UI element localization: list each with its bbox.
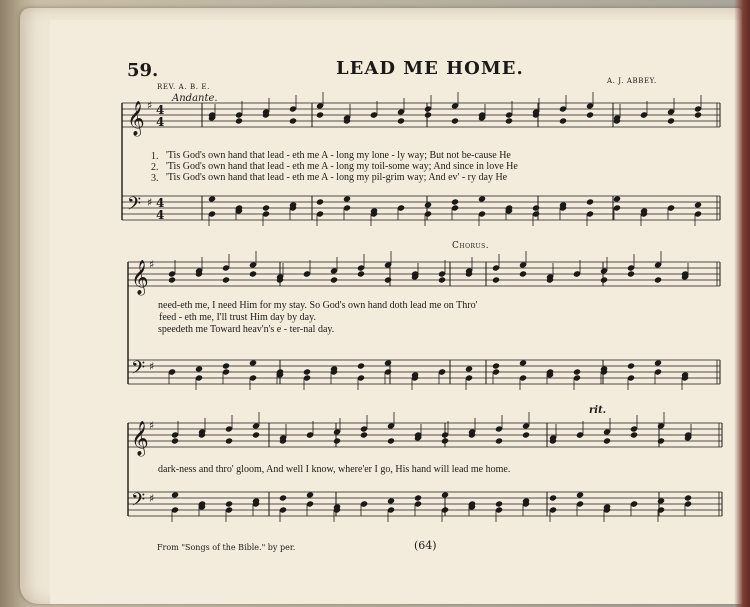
system3-bass-note (576, 491, 584, 498)
system2-bass-note (492, 362, 500, 369)
system2-bass-clef: 𝄢 (131, 358, 146, 383)
hymn-title: LEAD ME HOME. (336, 58, 524, 79)
system2-bass-note (222, 362, 230, 369)
system2-treble-note (357, 270, 365, 277)
system2-treble-note (654, 276, 662, 283)
lyric-line-system2-1: need-eth me, I need Him for my stay. So God's own hand doth lead me on Thro' (158, 300, 478, 311)
system3-treble-note (522, 431, 530, 438)
system1-treble-time-top: 4 (156, 103, 165, 117)
system2-treble-note (519, 270, 527, 277)
lyric-line-system2-3: speedeth me Toward heav'n's e - ter-nal day. (158, 324, 335, 335)
system2-bass-note (654, 359, 662, 366)
system2-treble-note (330, 276, 338, 283)
system3-bass-note (171, 491, 179, 498)
system2-bass-note (195, 365, 203, 372)
system1-bass-note (532, 204, 540, 211)
system2-bass-note (573, 368, 581, 375)
author-credit: REV. A. B. E. (157, 83, 210, 91)
system1-treble-note (424, 111, 432, 118)
system2-bass-note (303, 368, 311, 375)
system3-treble-note (441, 437, 449, 444)
system3-treble-note (360, 431, 368, 438)
system2-treble-clef: 𝄞 (131, 260, 149, 295)
composer-credit: A. J. ABBEY. (607, 77, 657, 85)
system2-treble-note (168, 276, 176, 283)
system1-bass-note (451, 198, 459, 205)
tempo-marking: Andante. (172, 93, 218, 104)
ritardando-marking: rit. (589, 405, 607, 416)
system3-bass-key: ♯ (149, 492, 155, 505)
system3-treble-note (630, 431, 638, 438)
system3-treble-note (603, 437, 611, 444)
system1-bass-time-top: 4 (156, 196, 165, 210)
system3-bass-note (387, 497, 395, 504)
system3-treble-clef: 𝄞 (131, 421, 149, 456)
system3-bass-note (684, 494, 692, 501)
system3-treble-note (495, 437, 503, 444)
system1-bass-key: ♯ (147, 196, 153, 209)
system1-bass-note (586, 198, 594, 205)
system2-bass-note (384, 359, 392, 366)
system1-treble-note (235, 117, 243, 124)
system1-treble-note (397, 117, 405, 124)
system1-treble-note (316, 111, 324, 118)
system3-bass-clef: 𝄢 (131, 490, 146, 515)
lyric-line-system3: dark-ness and thro' gloom, And well I know, where'er I go, His hand will lead me home. (158, 464, 511, 475)
system3-treble-note (252, 431, 260, 438)
system2-bass-note (519, 359, 527, 366)
page-number: (64) (414, 539, 437, 552)
chorus-label: Chorus. (452, 241, 490, 251)
system2-bass-note (249, 359, 257, 366)
system1-treble-note (505, 117, 513, 124)
system2-bass-note (627, 362, 635, 369)
system1-bass-note (262, 204, 270, 211)
system1-bass-note (316, 198, 324, 205)
lyric-line-verse-1: 'Tis God's own hand that lead - eth me A - long my lone - ly way; But not be-cause He (166, 150, 511, 161)
system1-bass-note (613, 195, 621, 202)
system3-bass-note (657, 497, 665, 504)
lyric-line-verse-2: 'Tis God's own hand that lead - eth me A - long my toil-some way; And since in love He (166, 161, 518, 172)
system3-bass-note (495, 500, 503, 507)
system2-bass-key: ♯ (149, 360, 155, 373)
system3-treble-key: ♯ (149, 419, 155, 432)
lyric-line-system2-2: feed - eth me, I'll trust Him day by day. (159, 312, 316, 323)
system3-bass-note (441, 491, 449, 498)
system1-bass-note (208, 195, 216, 202)
system3-treble-note (225, 437, 233, 444)
verse-number-2: 2. (151, 162, 159, 173)
system2-treble-note (222, 276, 230, 283)
system2-treble-note (627, 270, 635, 277)
system1-treble-note (667, 117, 675, 124)
system2-bass-note (465, 365, 473, 372)
system1-treble-note (451, 117, 459, 124)
lyric-line-verse-3: 'Tis God's own hand that lead - eth me A - long my pil-grim way; And ev' - ry day He (166, 172, 508, 183)
system3-bass-note (414, 494, 422, 501)
system1-treble-clef: 𝄞 (127, 101, 145, 136)
system3-treble-note (171, 437, 179, 444)
system1-treble-note (694, 111, 702, 118)
system1-bass-time-bottom: 4 (156, 208, 165, 222)
system3-bass-note (549, 494, 557, 501)
system1-treble-note (559, 117, 567, 124)
system1-bass-note (694, 201, 702, 208)
system1-treble-note (289, 117, 297, 124)
system2-treble-key: ♯ (149, 258, 155, 271)
system3-bass-note (279, 494, 287, 501)
system3-bass-note (306, 491, 314, 498)
hymn-number: 59. (127, 60, 159, 81)
system3-treble-note (333, 437, 341, 444)
system1-treble-time-bottom: 4 (156, 115, 165, 129)
system1-treble-note (586, 111, 594, 118)
system1-bass-clef: 𝄢 (127, 194, 142, 219)
system2-treble-note (438, 276, 446, 283)
system1-bass-note (343, 195, 351, 202)
verse-number-1: 1. (151, 151, 159, 162)
verse-number-3: 3. (151, 173, 159, 184)
system2-treble-note (600, 276, 608, 283)
system3-treble-note (657, 437, 665, 444)
system2-treble-note (384, 276, 392, 283)
system3-bass-note (225, 500, 233, 507)
system2-treble-note (249, 270, 257, 277)
system1-bass-note (424, 201, 432, 208)
footer-source: From "Songs of the Bible." by per. (157, 543, 296, 552)
system1-treble-key: ♯ (147, 99, 153, 112)
system2-bass-note (357, 362, 365, 369)
system3-treble-note (387, 437, 395, 444)
system2-treble-note (492, 276, 500, 283)
system1-bass-note (478, 195, 486, 202)
